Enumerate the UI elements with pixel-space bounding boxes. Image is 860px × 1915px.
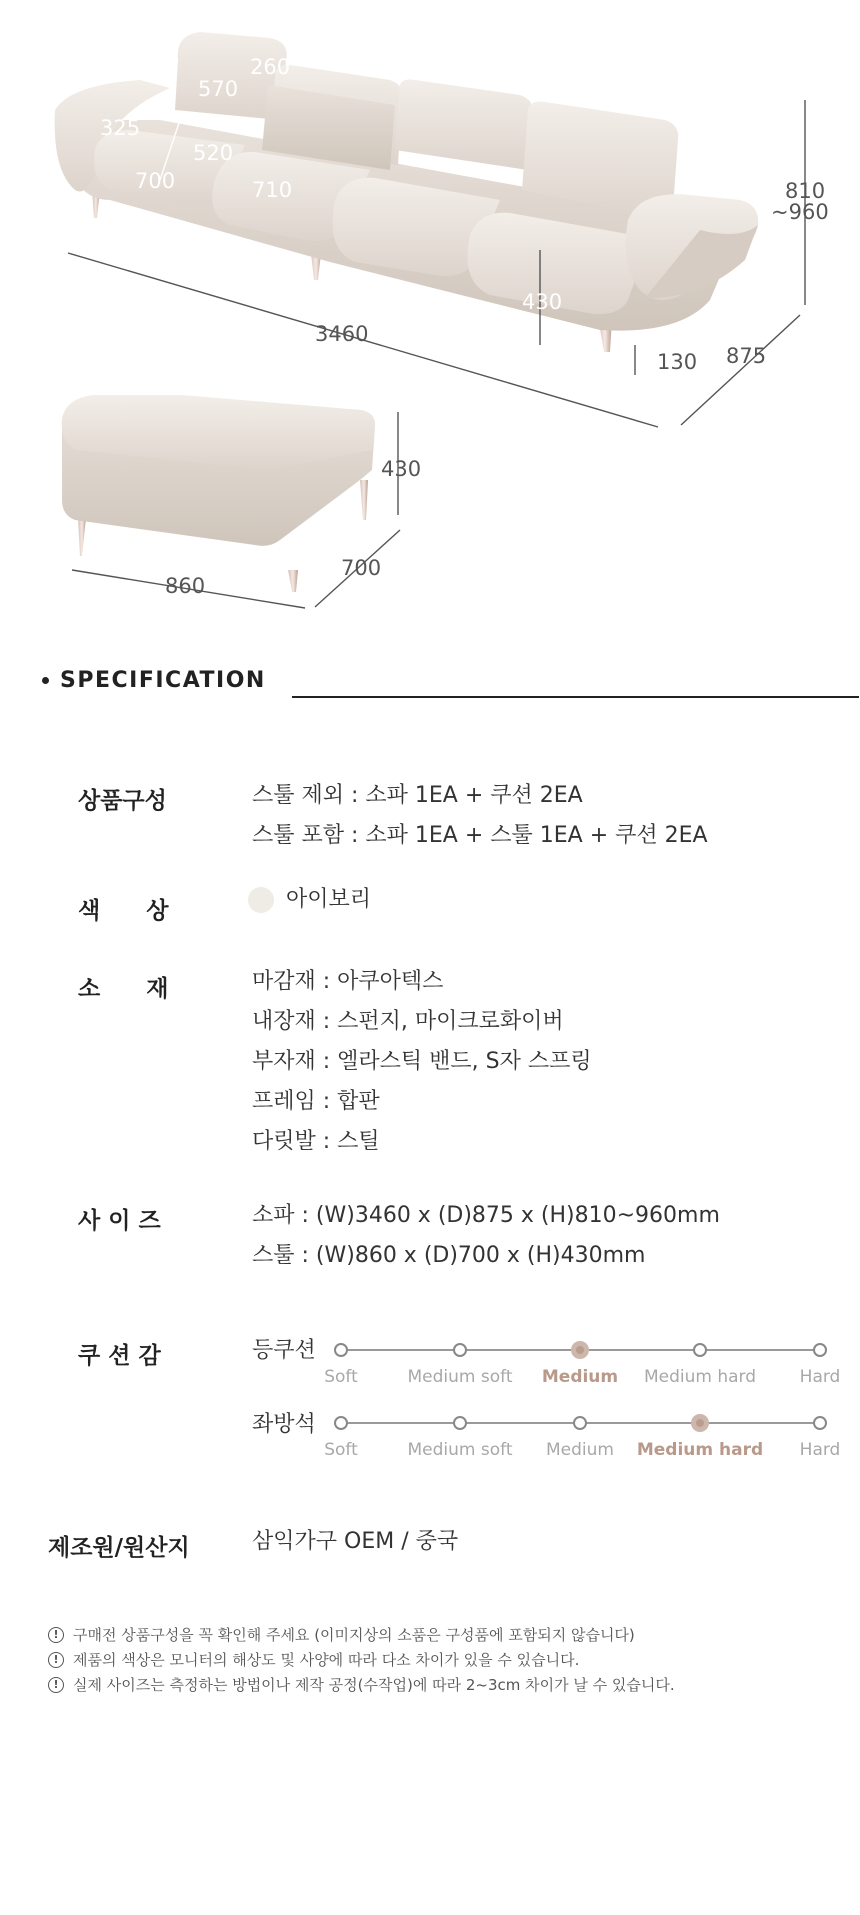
- stool-image: [62, 395, 375, 592]
- dim-seat-depth: 520: [193, 141, 234, 165]
- color-label: 색 상: [78, 898, 169, 924]
- color-value: 아이보리: [286, 887, 372, 912]
- notice-text: 실제 사이즈는 측정하는 방법이나 제작 공정(수작업)에 따라 2~3cm 차이가 날 수 있습니다.: [73, 1676, 675, 1694]
- scale-label-hard: Hard: [799, 1440, 841, 1460]
- dim-total-height-min: 810: [785, 179, 826, 203]
- color-swatch: [248, 887, 274, 913]
- scale-label-medium: Medium: [541, 1367, 619, 1387]
- composition-label: 상품구성: [78, 788, 167, 814]
- size-line-2: 스툴 : (W)860 x (D)700 x (H)430mm: [252, 1243, 646, 1268]
- notice-item: [48, 1622, 675, 1647]
- back-cushion-label: 등쿠션: [252, 1338, 316, 1363]
- scale-point-medium-hard: [693, 1343, 707, 1357]
- scale-point-soft: [334, 1416, 348, 1430]
- scale-label-medium-hard: Medium hard: [636, 1440, 764, 1460]
- scale-point-medium: [571, 1341, 589, 1359]
- composition-line-2: 스툴 포함 : 소파 1EA + 스툴 1EA + 쿠션 2EA: [252, 823, 708, 848]
- notice-list: [48, 1622, 675, 1697]
- spec-title: SPECIFICATION: [60, 668, 266, 693]
- scale-label-medium-soft: Medium soft: [407, 1440, 513, 1460]
- scale-label-soft: Soft: [324, 1367, 358, 1387]
- notice-text: 제품의 색상은 모니터의 해상도 및 사양에 따라 다소 차이가 있을 수 있습니다.: [73, 1651, 580, 1669]
- material-line-5: 다릿발 : 스틸: [252, 1129, 380, 1154]
- origin-value: 삼익가구 OEM / 중국: [252, 1529, 459, 1554]
- material-line-3: 부자재 : 엘라스틱 밴드, S자 스프링: [252, 1049, 592, 1074]
- size-line-1: 소파 : (W)3460 x (D)875 x (H)810~960mm: [252, 1203, 720, 1228]
- dim-stool-depth: 700: [341, 556, 382, 580]
- scale-label-hard: Hard: [799, 1367, 841, 1387]
- material-line-1: 마감재 : 아쿠아텍스: [252, 969, 444, 994]
- spec-divider: [292, 696, 859, 698]
- scale-point-medium-hard: [691, 1414, 709, 1432]
- scale-label-medium-hard: Medium hard: [643, 1367, 757, 1387]
- product-dimension-illustration: [0, 0, 860, 620]
- scale-point-soft: [334, 1343, 348, 1357]
- bullet-dot: [42, 677, 49, 684]
- scale-label-medium: Medium: [546, 1440, 614, 1460]
- info-icon: !: [48, 1652, 64, 1668]
- dim-seat1-width: 700: [135, 169, 176, 193]
- dim-headrest-height: 570: [198, 77, 239, 101]
- spec-header: [42, 668, 266, 693]
- scale-point-medium-soft: [453, 1343, 467, 1357]
- dim-arm-height: 325: [100, 116, 141, 140]
- material-line-4: 프레임 : 합판: [252, 1089, 380, 1114]
- scale-point-hard: [813, 1343, 827, 1357]
- notice-item: [48, 1647, 675, 1672]
- dim-total-height-max: ~960: [771, 200, 829, 224]
- material-label: 소 재: [78, 976, 169, 1002]
- size-values: [252, 1196, 720, 1276]
- dim-total-depth: 875: [726, 344, 767, 368]
- dim-stool-width: 860: [165, 574, 206, 598]
- info-icon: !: [48, 1677, 64, 1693]
- scale-point-medium-soft: [453, 1416, 467, 1430]
- dim-seat2-width: 710: [252, 178, 293, 202]
- size-label: 사 이 즈: [78, 1208, 161, 1234]
- material-line-2: 내장재 : 스펀지, 마이크로화이버: [252, 1009, 564, 1034]
- composition-line-1: 스툴 제외 : 소파 1EA + 쿠션 2EA: [252, 783, 583, 808]
- origin-label: 제조원/원산지: [48, 1535, 190, 1561]
- composition-values: [252, 776, 708, 856]
- dim-headrest-width: 260: [250, 55, 291, 79]
- dim-total-width: 3460: [315, 322, 369, 346]
- scale-point-hard: [813, 1416, 827, 1430]
- dim-leg-height: 130: [657, 350, 698, 374]
- seat-cushion-label: 좌방석: [252, 1412, 316, 1437]
- notice-item: [48, 1672, 675, 1697]
- dim-seat-height: 430: [522, 290, 563, 314]
- scale-label-soft: Soft: [324, 1440, 358, 1460]
- scale-label-medium-soft: Medium soft: [407, 1367, 513, 1387]
- cushion-label: 쿠 션 감: [78, 1343, 161, 1369]
- dim-stool-height: 430: [381, 457, 422, 481]
- scale-point-medium: [573, 1416, 587, 1430]
- notice-text: 구매전 상품구성을 꼭 확인해 주세요 (이미지상의 소품은 구성품에 포함되지 않습니다): [73, 1626, 635, 1644]
- info-icon: !: [48, 1627, 64, 1643]
- material-values: [252, 962, 592, 1162]
